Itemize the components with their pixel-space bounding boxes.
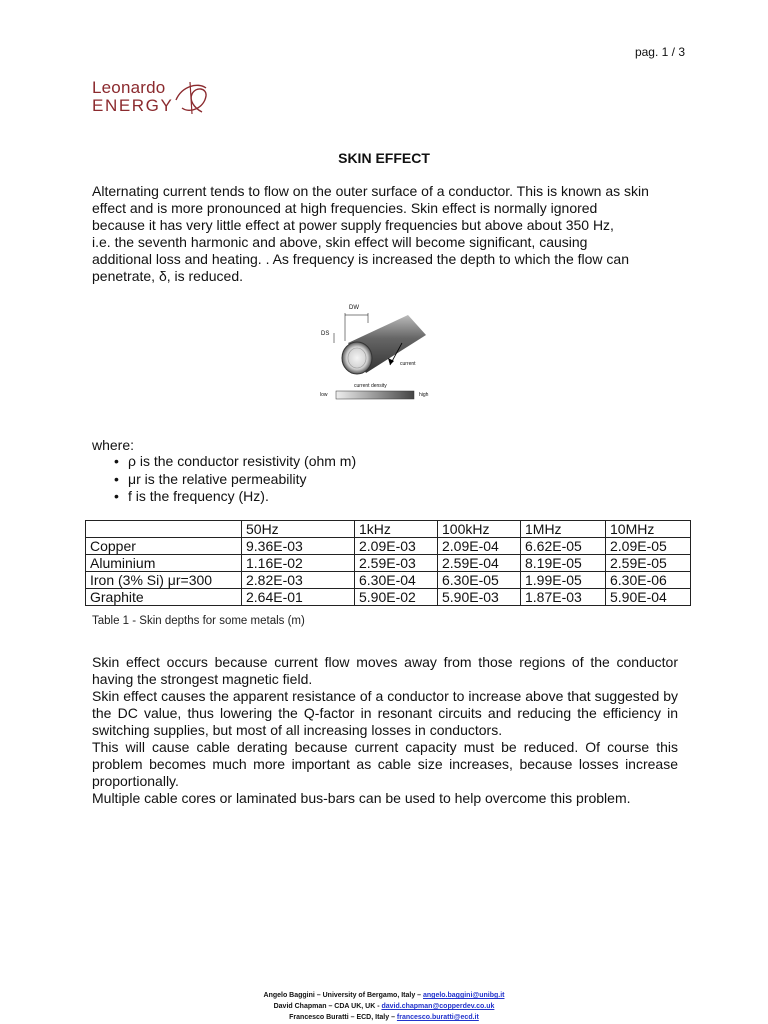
footer-line: [0, 1012, 768, 1023]
skin-effect-figure: [318, 303, 438, 408]
body-paragraph: Skin effect causes the apparent resistance of a conductor to increase above that suggested by the DC value, thus lowering the Q-factor in resonant circuits and reducing the efficiency in switching supplies, but most of all increasing losses in conductors.: [92, 688, 678, 738]
dw-label: DW: [349, 305, 359, 311]
author-footer: [0, 990, 768, 1023]
table-cell: 6.30E-04: [355, 572, 438, 589]
where-label: where:: [92, 437, 135, 453]
table-header-row: [86, 521, 691, 538]
list-item: [92, 471, 356, 489]
table-row: [86, 589, 691, 606]
table-header-cell: 1kHz: [355, 521, 438, 538]
bullet-text: f is the frequency (Hz).: [128, 488, 269, 504]
logo-line-1: Leonardo: [92, 78, 166, 97]
intro-line: penetrate, δ, is reduced.: [92, 268, 243, 284]
author-email-link[interactable]: david.chapman@copperdev.co.uk: [381, 1003, 495, 1010]
body-paragraphs: [92, 654, 678, 807]
footer-line: [0, 1001, 768, 1012]
table-row: [86, 572, 691, 589]
table-cell: 2.09E-03: [355, 538, 438, 555]
high-label: high: [419, 392, 429, 398]
table-caption: Table 1 - Skin depths for some metals (m): [92, 615, 305, 627]
table-cell: 6.30E-06: [606, 572, 691, 589]
table-cell: 5.90E-04: [606, 589, 691, 606]
list-item: [92, 488, 356, 506]
table-cell: 2.59E-04: [438, 555, 521, 572]
table-cell: 6.62E-05: [521, 538, 606, 555]
page-number: pag. 1 / 3: [634, 45, 685, 59]
table-row: [86, 538, 691, 555]
table-cell: Aluminium: [86, 555, 242, 572]
intro-paragraph: [92, 183, 678, 285]
document-title: SKIN EFFECT: [338, 150, 430, 166]
table-cell: 1.99E-05: [521, 572, 606, 589]
footer-author: Francesco Buratti – ECD, Italy –: [289, 1014, 397, 1021]
table-cell: 2.59E-03: [355, 555, 438, 572]
table-cell: 1.16E-02: [242, 555, 355, 572]
current-density-label: current density: [354, 383, 387, 389]
table-cell: 6.30E-05: [438, 572, 521, 589]
table-cell: 9.36E-03: [242, 538, 355, 555]
table-header-cell: 1MHz: [521, 521, 606, 538]
table-header-cell: [86, 521, 242, 538]
logo-swirl-icon: [172, 78, 212, 118]
low-label: low: [320, 392, 328, 398]
table-cell: 1.87E-03: [521, 589, 606, 606]
table-cell: Graphite: [86, 589, 242, 606]
body-paragraph: This will cause cable derating because current capacity must be reduced. Of course this problem becomes much more important as cable size increases, because losses increase proportionally.: [92, 739, 678, 789]
table-row: [86, 555, 691, 572]
author-email-link[interactable]: angelo.baggini@unibg.it: [423, 992, 505, 999]
table-header-cell: 10MHz: [606, 521, 691, 538]
table-cell: Copper: [86, 538, 242, 555]
intro-line: i.e. the seventh harmonic and above, skin effect will become significant, causing: [92, 234, 588, 250]
logo-line-2: ENERGY: [92, 96, 174, 115]
intro-line: because it has very little effect at power supply frequencies but above about 350 Hz,: [92, 217, 614, 233]
table-cell: 2.09E-05: [606, 538, 691, 555]
variable-list: [92, 453, 356, 506]
footer-author: David Chapman – CDA UK, UK -: [273, 1003, 382, 1010]
footer-line: [0, 990, 768, 1001]
table-cell: 2.82E-03: [242, 572, 355, 589]
table-cell: 2.09E-04: [438, 538, 521, 555]
table-cell: 8.19E-05: [521, 555, 606, 572]
intro-line: additional loss and heating. . As frequency is increased the depth to which the flow can: [92, 251, 630, 267]
bullet-text: μr is the relative permeability: [128, 470, 307, 487]
table-cell: 2.64E-01: [242, 589, 355, 606]
table-cell: 5.90E-02: [355, 589, 438, 606]
body-paragraph: Skin effect occurs because current flow moves away from those regions of the conductor having the strongest magnetic field.: [92, 654, 678, 687]
ds-label: DS: [321, 331, 330, 337]
table-header-cell: 100kHz: [438, 521, 521, 538]
footer-author: Angelo Baggini – University of Bergamo, Italy –: [263, 992, 423, 999]
table-cell: 2.59E-05: [606, 555, 691, 572]
intro-line: effect and is more pronounced at high frequencies. Skin effect is normally ignored: [92, 200, 598, 216]
intro-line: Alternating current tends to flow on the outer surface of a conductor. This is known as skin: [92, 183, 649, 199]
table-cell: 5.90E-03: [438, 589, 521, 606]
table-header-cell: 50Hz: [242, 521, 355, 538]
list-item: [92, 453, 356, 471]
current-label: current: [400, 361, 416, 367]
leonardo-energy-logo: [92, 78, 222, 120]
skin-depth-table: [85, 520, 691, 606]
body-paragraph: Multiple cable cores or laminated bus-bars can be used to help overcome this problem.: [92, 790, 631, 806]
author-email-link[interactable]: francesco.buratti@ecd.it: [396, 1014, 479, 1021]
bullet-text: ρ is the conductor resistivity (ohm m): [128, 453, 357, 469]
table-cell: Iron (3% Si) μr=300: [86, 572, 242, 589]
